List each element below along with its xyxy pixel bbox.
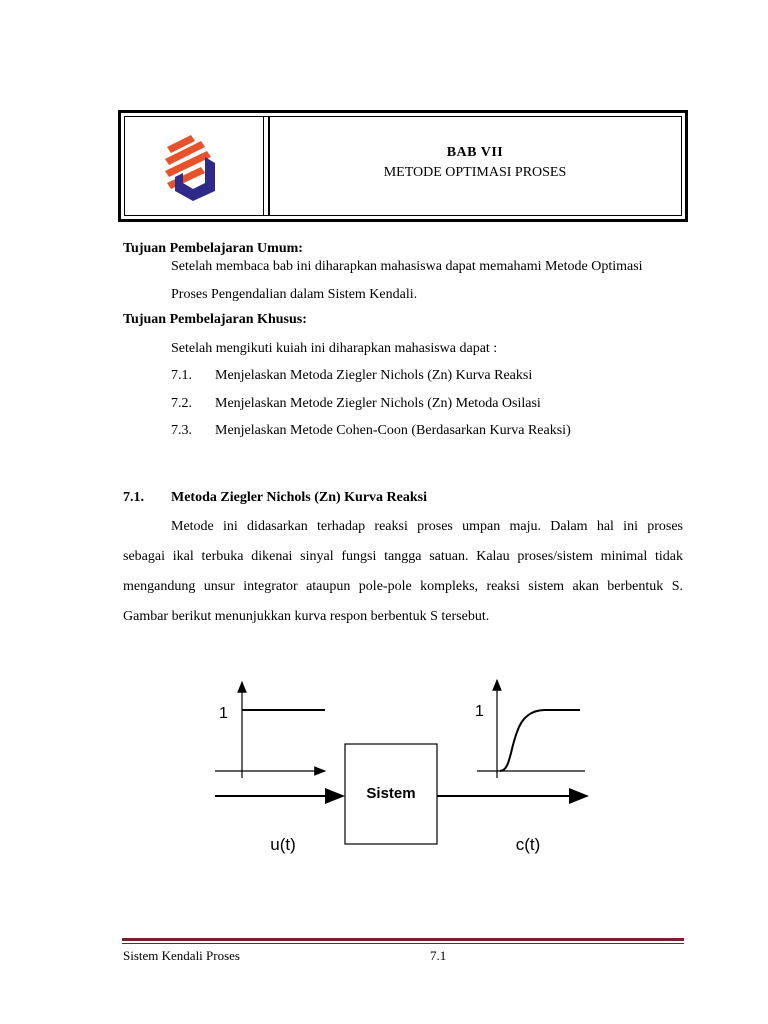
paragraph-line: sebagai ikal terbuka dikenai sinyal fungsi tangga satuan. Kalau proses/sistem minimal tidak (123, 549, 683, 564)
paragraph-line: Gambar berikut menunjukkan kurva respon berbentuk S tersebut. (123, 609, 490, 624)
input-step-plot (215, 682, 325, 778)
chapter-number: BAB VII (446, 145, 504, 160)
s-curve-block-diagram (205, 670, 605, 860)
footer-course-name: Sistem Kendali Proses (123, 948, 240, 963)
system-block-label: Sistem (366, 785, 416, 802)
footer-rule-thin (122, 943, 684, 944)
paragraph-line: Metode ini didasarkan terhadap reaksi proses umpan maju. Dalam hal ini proses (171, 519, 683, 534)
section-number: 7.1. (123, 490, 144, 505)
objective-item-text: Menjelaskan Metoda Ziegler Nichols (Zn) Kurva Reaksi (215, 368, 533, 383)
objective-item-number: 7.2. (171, 396, 192, 411)
chapter-header-box (118, 110, 688, 222)
input-level-label: 1 (219, 705, 228, 722)
header-text (269, 143, 681, 183)
paragraph-line: mengandung unsur integrator ataupun pole-pole kompleks, reaksi sistem akan berbentuk S. (123, 579, 683, 594)
header-inner-frame (124, 116, 682, 216)
section-title: Metoda Ziegler Nichols (Zn) Kurva Reaksi (171, 490, 428, 505)
input-signal-label: u(t) (270, 835, 296, 854)
specific-objective-intro: Setelah mengikuti kuiah ini diharapkan mahasiswa dapat : (171, 341, 498, 356)
objective-item-number: 7.1. (171, 368, 192, 383)
output-signal-label: c(t) (515, 835, 541, 854)
objective-item-text: Menjelaskan Metode Cohen-Coon (Berdasarkan Kurva Reaksi) (215, 423, 571, 438)
general-objective-heading: Tujuan Pembelajaran Umum: (123, 241, 303, 256)
section-paragraph (123, 512, 683, 632)
chapter-title: METODE OPTIMASI PROSES (383, 165, 567, 180)
general-objective-line-2: Proses Pengendalian dalam Sistem Kendali. (171, 287, 418, 302)
institution-logo-icon (161, 133, 225, 203)
output-response-plot (477, 680, 585, 778)
footer-page-number: 7.1 (430, 948, 447, 963)
output-level-label: 1 (475, 703, 484, 720)
footer-rule-thick (122, 938, 684, 941)
general-objective-line-1: Setelah membaca bab ini diharapkan mahasiswa dapat memahami Metode Optimasi (171, 259, 643, 274)
objective-item-number: 7.3. (171, 423, 192, 438)
specific-objective-heading: Tujuan Pembelajaran Khusus: (123, 312, 307, 327)
objective-item-text: Menjelaskan Metode Ziegler Nichols (Zn) Metoda Osilasi (215, 396, 541, 411)
